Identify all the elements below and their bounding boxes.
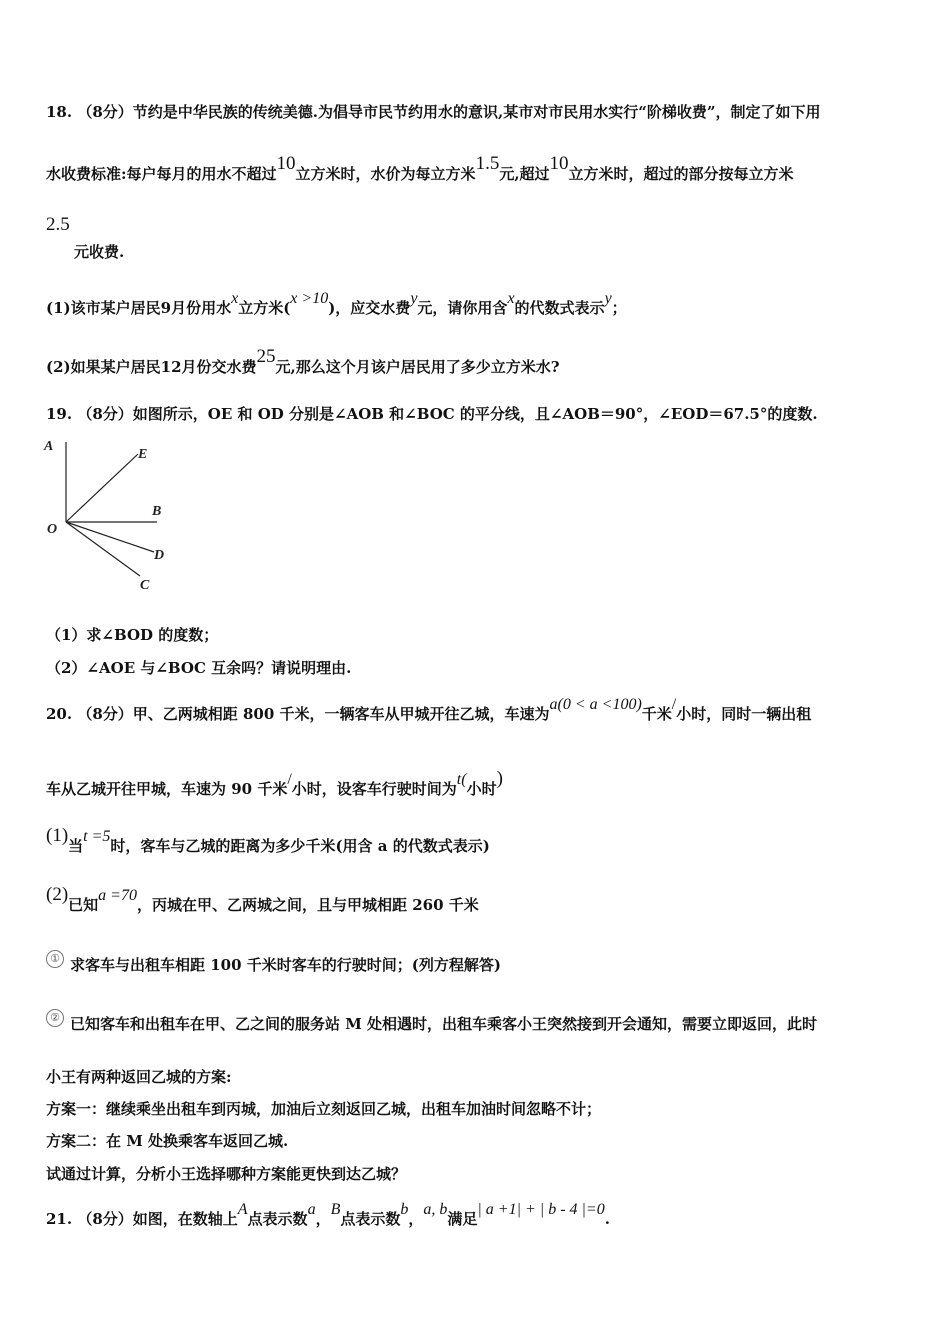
math-x: x — [231, 290, 239, 307]
math-condition: x >10 — [290, 290, 329, 307]
q20-line-s3: 小王有两种返回乙城的方案: — [46, 1068, 232, 1086]
q20-text: 小时，设客车行驶时间为 — [291, 780, 457, 798]
q20-sub1 — [46, 954, 501, 976]
q21-text: 点表示数 — [247, 1210, 308, 1228]
label-b: B — [152, 504, 162, 519]
q20-text: 已知 — [68, 896, 99, 914]
q20-text: 小时，同时一辆出租 — [676, 705, 812, 723]
q18-text: 元，请你用含 — [417, 299, 508, 317]
math-B: B — [330, 1201, 341, 1218]
math-y: y — [410, 290, 418, 307]
math-25: 25 — [256, 346, 276, 367]
part-number: (1) — [46, 825, 69, 846]
q21-text: 点表示数 — [340, 1210, 401, 1228]
ray-od — [66, 522, 154, 552]
math-1-5: 1.5 — [475, 153, 500, 174]
label-a: A — [44, 439, 54, 454]
q20-line-s6: 试通过计算，分析小王选择哪种方案能更快到达乙城？ — [46, 1165, 407, 1183]
q19-part2: （2）∠AOE 与∠BOC 互余吗？请说明理由. — [46, 659, 352, 677]
math-t5: t =5 — [83, 828, 111, 845]
q20-text: 已知客车和出租车在甲、乙之间的服务站 M 处相遇时，出租车乘客小王突然接到开会通知，需要立即返回，此时 — [70, 1015, 818, 1033]
q20-text: (用含 a 的代数式表示) — [335, 837, 490, 855]
q20-text: ，丙城在甲、乙两城之间，且与甲城相距 260 千米 — [136, 896, 479, 914]
math-b: b — [400, 1201, 409, 1218]
q18-part2 — [46, 346, 560, 378]
math-10: 10 — [549, 153, 569, 174]
angle-diagram — [42, 432, 182, 592]
q18-part1 — [46, 290, 627, 318]
label-o: O — [47, 522, 58, 537]
q20-text: 时，客车与乙城的距离为多少千米 — [110, 837, 336, 855]
math-x: x — [507, 290, 515, 307]
q20-text: (列方程解答) — [411, 956, 501, 974]
math-a70: a =70 — [98, 887, 137, 904]
q20-line1 — [46, 696, 812, 724]
q19-part1: （1）求∠BOD 的度数； — [46, 626, 219, 644]
q18-text: 立方米( — [238, 299, 291, 317]
circle-number-1: ① — [46, 950, 64, 968]
math-A: A — [237, 1201, 248, 1218]
q20-text: 千米 — [641, 705, 672, 723]
q19-line1: 19. （8分）如图所示，OE 和 OD 分别是∠AOB 和∠BOC 的平分线，且∠AOB＝90°，∠EOD＝67.5°的度数. — [46, 405, 818, 423]
q20-text: 当 — [68, 837, 84, 855]
math-10: 10 — [276, 153, 296, 174]
circle-number-2: ② — [46, 1009, 64, 1027]
part-number: (2) — [46, 884, 69, 905]
q18-text: (1)该市某户居民9月份用水 — [46, 299, 232, 317]
q20-line-s4: 方案一：继续乘坐出租车到丙城，加油后立刻返回乙城，出租车加油时间忽略不计； — [46, 1100, 602, 1118]
math-t: t( — [456, 771, 467, 788]
q18-text: 水收费标准:每户每月的用水不超过 — [46, 165, 277, 183]
q18-text: 的代数式表示 — [514, 299, 605, 317]
q21-text: ， — [315, 1210, 331, 1228]
q20-line-s5: 方案二：在 M 处换乘客车返回乙城. — [46, 1132, 289, 1150]
q20-part2 — [46, 884, 479, 916]
q21-text: . — [604, 1210, 610, 1228]
q20-text: 车从乙城开往甲城，车速为 90 千米 — [46, 780, 288, 798]
q21-text: 满足 — [447, 1210, 478, 1228]
q21-line1 — [46, 1201, 610, 1229]
math-2-5: 2.5 — [46, 214, 70, 235]
q20-text: 小时 — [466, 780, 497, 798]
ray-oc — [66, 522, 140, 576]
math-ab: a, b — [423, 1201, 448, 1218]
q18-text: (2)如果某户居民12月份交水费 — [46, 358, 257, 376]
q18-line2 — [46, 153, 794, 185]
math-abs-equation: | a +1| + | b - 4 |=0 — [477, 1201, 605, 1218]
q20-line2 — [46, 768, 503, 800]
math-rparen: ) — [496, 768, 503, 789]
label-c: C — [140, 578, 150, 592]
q20-part1 — [46, 825, 490, 857]
math-a: a — [307, 1201, 316, 1218]
q20-sub2 — [46, 1013, 817, 1035]
q21-text: 21. （8分）如图，在数轴上 — [46, 1210, 238, 1228]
q18-line3 — [46, 214, 70, 248]
q18-text: 元,那么这个月该户居民用了多少立方米水? — [275, 358, 560, 376]
label-d: D — [154, 548, 165, 563]
q18-text: )，应交水费 — [328, 299, 411, 317]
q18-text: 立方米时，水价为每立方米 — [295, 165, 476, 183]
math-y: y — [604, 290, 612, 307]
q18-text: ； — [611, 299, 627, 317]
q18-line1: 18. （8分）节约是中华民族的传统美德.为倡导市民节约用水的意识,某市对市民用水实行“阶梯收费”，制定了如下用 — [46, 103, 821, 121]
q18-text: 元,超过 — [499, 165, 550, 183]
ray-oe — [66, 454, 138, 522]
q21-text: ， — [408, 1210, 424, 1228]
q20-text: 求客车与出租车相距 100 千米时客车的行驶时间； — [70, 956, 412, 974]
q18-line3-text: 元收费. — [74, 243, 125, 261]
label-e: E — [138, 447, 148, 462]
q20-text: 20. （8分）甲、乙两城相距 800 千米，一辆客车从甲城开往乙城，车速为 — [46, 705, 550, 723]
q18-text: 立方米时，超过的部分按每立方米 — [568, 165, 794, 183]
math-slash: / — [671, 696, 677, 713]
math-slash: / — [287, 771, 292, 788]
math-a-range: a(0 < a <100) — [549, 696, 642, 713]
